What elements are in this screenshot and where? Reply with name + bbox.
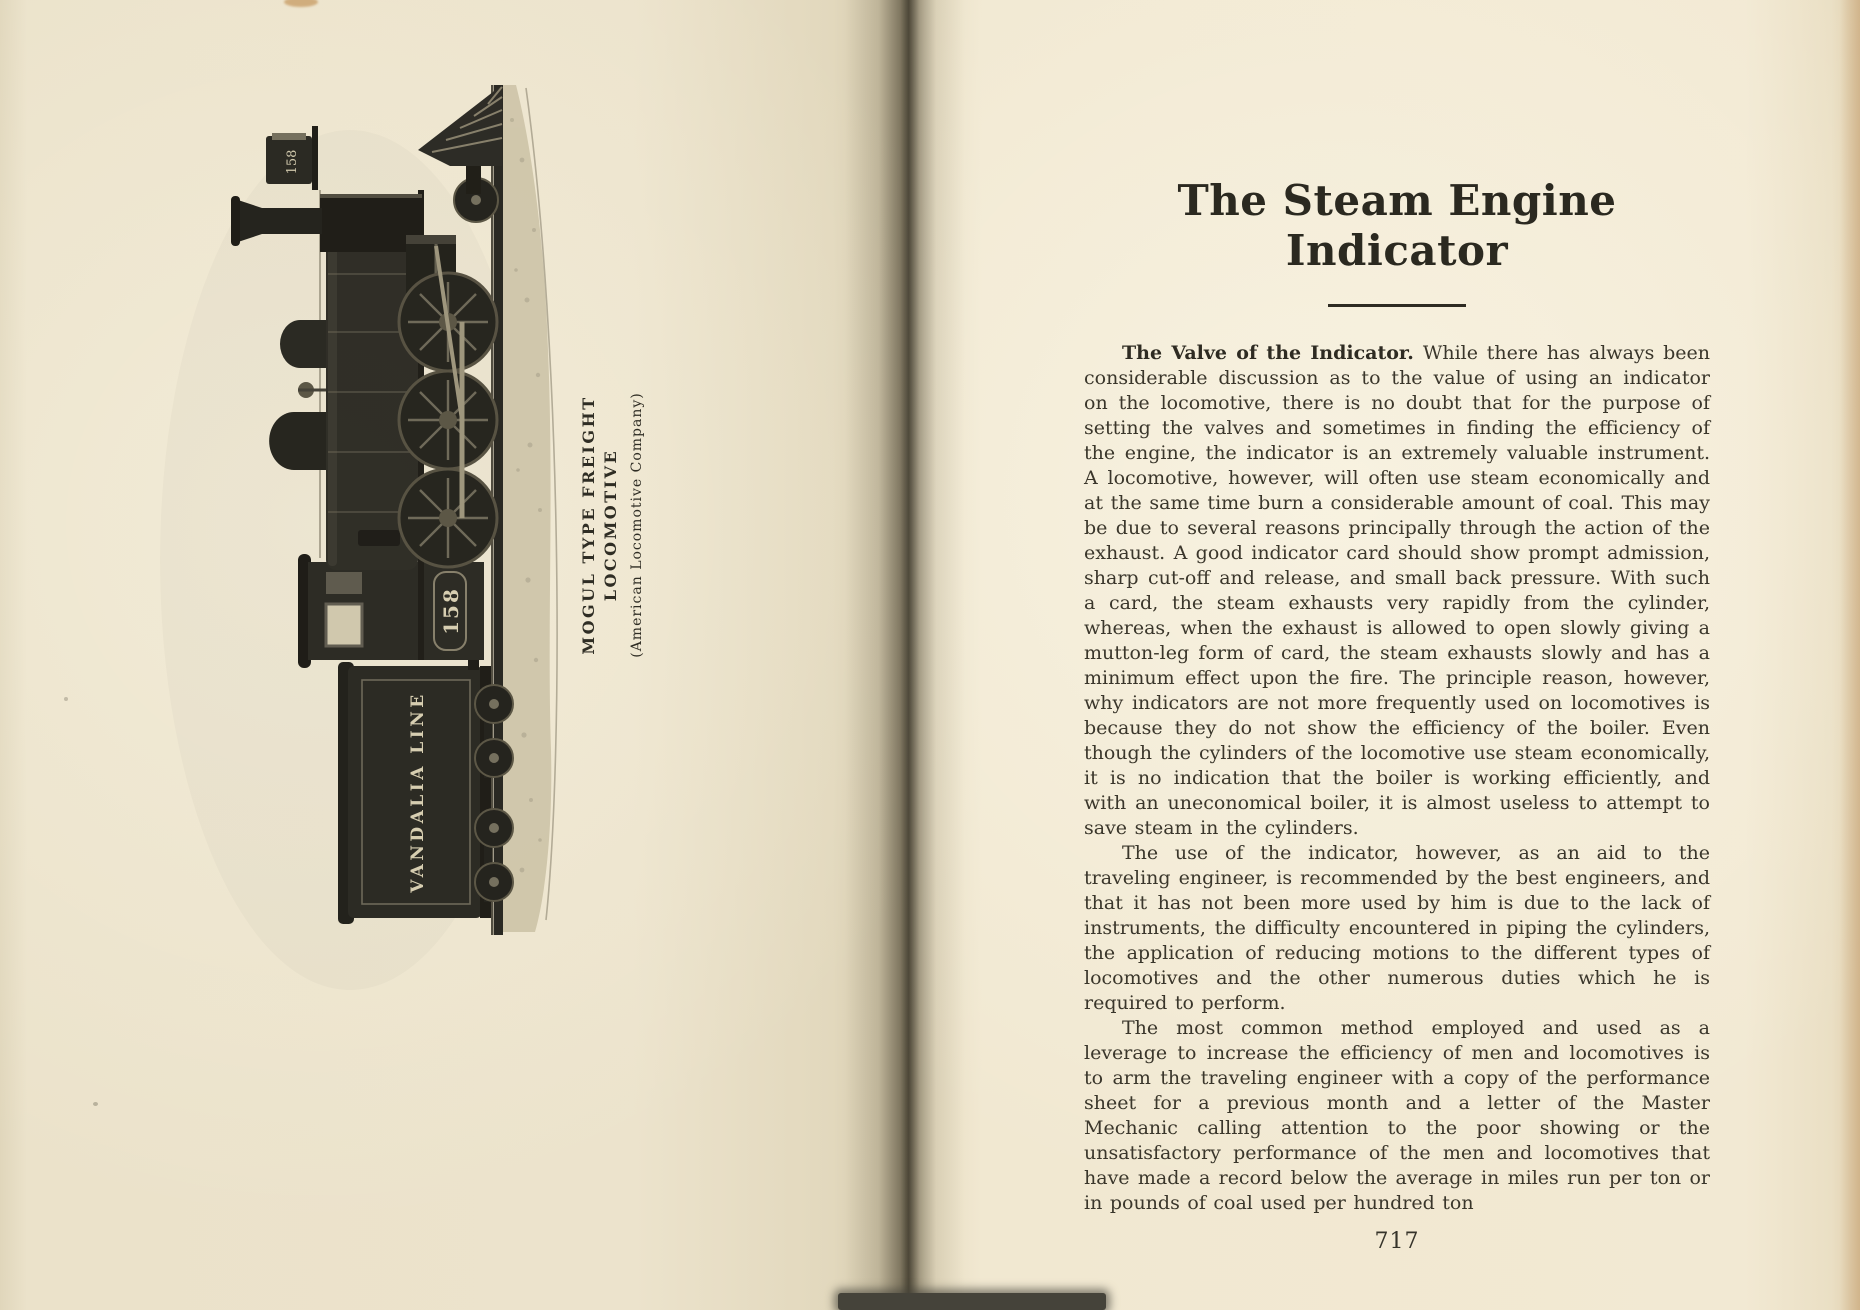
headlight (266, 126, 318, 190)
paragraph-text: The use of the indicator, however, as an aid to the traveling engineer, is recommended by the best engineers, and that it has not been more used by him is due to the lack of instruments, the difficulty encountered in piping the cylinders, the application of reducing motions to the different types of locomotives and the other numerous duties which he is required to perform. (1084, 842, 1710, 1014)
locomotive-plate (150, 60, 580, 990)
page-number: 717 (1374, 1229, 1420, 1254)
chapter-title: The Steam Engine Indicator (1177, 176, 1617, 275)
air-pump (358, 530, 400, 546)
paper-stain (284, 0, 318, 7)
cab-number: 158 (439, 587, 463, 635)
headlight-number: 158 (285, 149, 300, 175)
locomotive-illustration (150, 60, 580, 990)
right-page (905, 0, 1860, 1310)
paragraph-text: The most common method employed and used as a leverage to increase the efficiency of men and locomotives is to arm the traveling engineer with a copy of the performance sheet for a previous month and a letter of the Master Mechanic calling attention to the poor showing or the unsatisfactory performance of the men and locomotives that have made a record below the average in miles run per ton or in pounds of coal used per hundred ton (1084, 1017, 1710, 1214)
paragraph-text: While there has always been considerable discussion as to the value of using an indicator on the locomotive, there is no doubt that for the purpose of setting the valves and sometimes in finding the efficiency of the engine, the indicator is an extremely valuable instrument. A locomotive, however, will often use steam economically and at the same time burn a considerable amount of coal. This may be due to several reasons principally through the action of the exhaust. A good indicator card should show prompt admission, sharp cut-off and release, and small back pressure. With such a card, the steam exhausts very rapidly from the cylinder, whereas, when the exhaust is allowed to open slowly giving a mutton-leg form of card, the steam exhausts slowly and has a minimum effect upon the fire. The principle reason, however, why indicators are not more frequently used on locomotives is because they do not show the efficiency of the boiler. Even though the cylinders of the locomotive use steam economically, it is no indication that the boiler is working efficiently, and with an uneconomical boiler, it is almost useless to attempt to save steam in the cylinders. (1084, 342, 1710, 839)
cab (298, 554, 484, 668)
paragraph (1084, 841, 1710, 1016)
text-column (1084, 0, 1710, 1254)
plate-caption (577, 325, 647, 725)
driving-wheels (399, 246, 497, 567)
tender-lettering: VANDALIA LINE (408, 691, 428, 893)
driving-wheel (399, 469, 497, 567)
paragraph (1084, 341, 1710, 841)
paragraph (1084, 1016, 1710, 1216)
plate-caption-subtitle: (American Locomotive Company) (628, 392, 645, 658)
sand-dome (280, 320, 326, 368)
body-text (1084, 341, 1710, 1216)
gutter-bottom-shadow (838, 1293, 1106, 1310)
title-rule (1328, 304, 1466, 307)
ink-speck (64, 697, 68, 701)
plate-caption-title: MOGUL TYPE FREIGHT LOCOMOTIVE (578, 395, 620, 655)
steam-dome (269, 412, 326, 470)
ink-speck (93, 1102, 98, 1106)
driving-wheel (399, 371, 497, 469)
left-page (0, 0, 905, 1310)
tender (338, 662, 513, 924)
paragraph-lead: The Valve of the Indicator. (1122, 342, 1414, 364)
ground (491, 85, 557, 935)
